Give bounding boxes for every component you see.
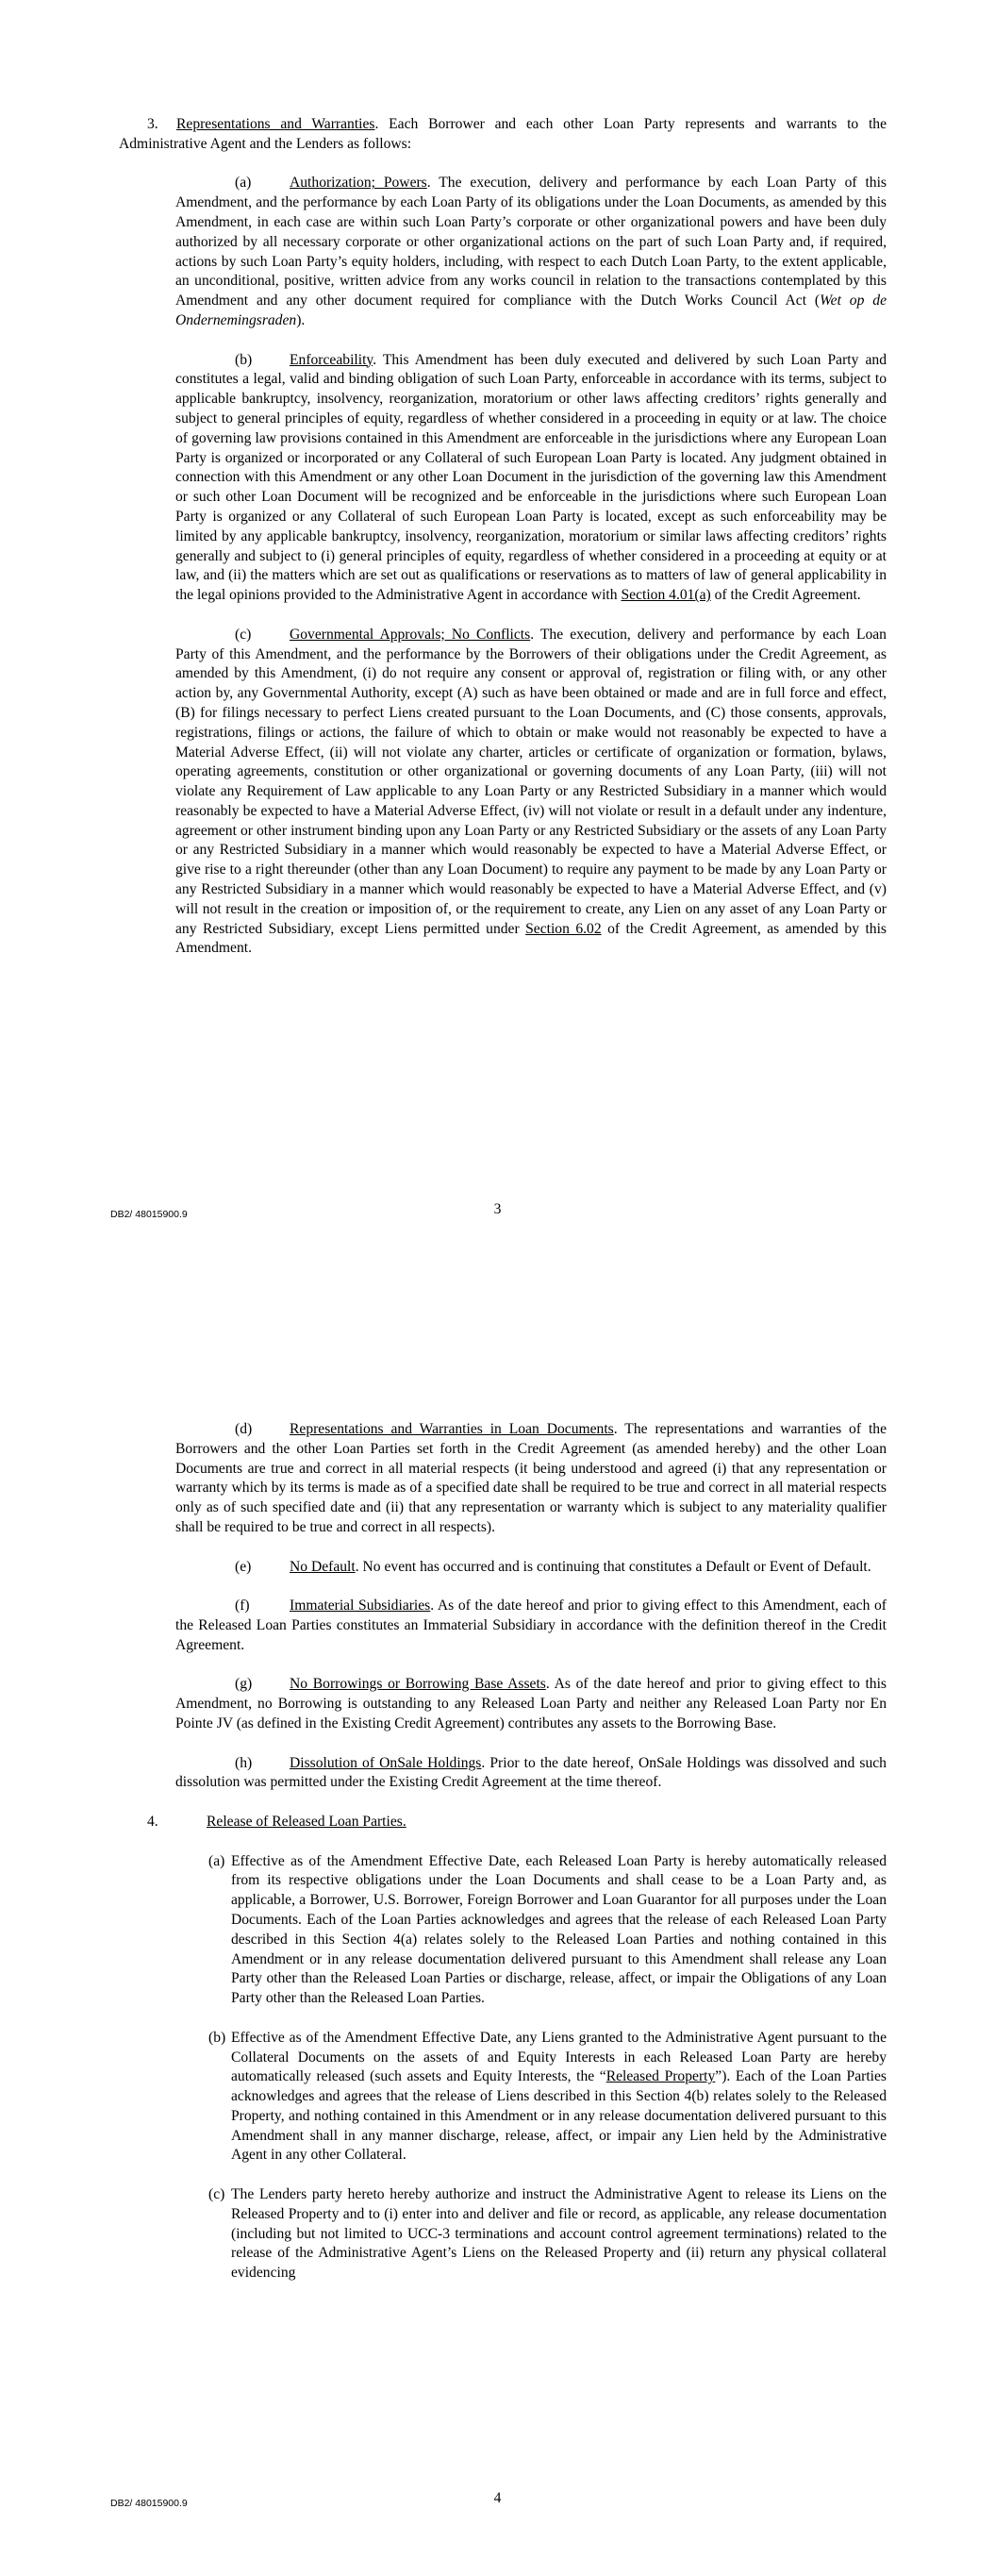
section-4a-text: Effective as of the Amendment Effective Date, each Released Loan Party is hereby automatically released from its respective obligations under the Loan Documents and shall cease to be a Loan Party and, as applicable, a Borrower, U.S. Borrower, Foreign Borrower and Loan Guarantor for all purposes under the Loan Documents. Each of the Loan Parties acknowledges and agrees that the release of each Released Loan Party described in this Section 4(a) relates solely to the Released Loan Parties and nothing contained in this Amendment or in any release documentation delivered pursuant to this Amendment shall release any Loan Party other than the Released Loan Parties or discharge, release, affect, or impair the Obligations of any Loan Party other than the Released Loan Parties. bbox=[231, 1852, 887, 2007]
section-3-number: 3. bbox=[147, 116, 158, 132]
page-4-document-id: DB2/ 48015900.9 bbox=[110, 2498, 188, 2509]
section-4c-text: The Lenders party hereto hereby authorize and instruct the Administrative Agent to release its Liens on the Released Property and to (i) enter into and deliver and file or record, as applicable, any release documentation (including but not limited to UCC-3 terminations and account control agreement terminations) related to the release of the Administrative Agent’s Liens on the Released Property and (ii) return any physical collateral evidencing bbox=[231, 2186, 887, 2282]
clause-a-text-end: ). bbox=[296, 311, 306, 328]
clause-c-text-end: of the Credit Agreement, as amended by this Amendment. bbox=[175, 920, 887, 957]
clause-h-text: . Prior to the date hereof, OnSale Holdings was dissolved and such dissolution was permitted under the Existing Credit Agreement at the time thereof. bbox=[175, 1754, 887, 1791]
section-4b-paragraph bbox=[208, 2029, 887, 2166]
page-4-body bbox=[119, 1420, 887, 2303]
section-4a-number: (a) bbox=[208, 1852, 225, 1869]
clause-f-text: . As of the date hereof and prior to giving effect to this Amendment, each of the Released Loan Parties constitutes an Immaterial Subsidiary in accordance with the definition thereof in the Credit Agreement. bbox=[175, 1597, 887, 1653]
clause-d-paragraph bbox=[119, 1420, 887, 1538]
clause-c-title: Governmental Approvals; No Conflicts bbox=[290, 626, 531, 643]
clause-h-paragraph bbox=[119, 1754, 887, 1794]
clause-g-text: . As of the date hereof and prior to giving effect to this Amendment, no Borrowing is outstanding to any Released Loan Party and neither any Released Loan Party nor En Pointe JV (as defined in the Existing Credit Agreement) contributes any assets to the Borrowing Base. bbox=[175, 1676, 887, 1731]
clause-f-title: Immaterial Subsidiaries bbox=[290, 1597, 431, 1614]
clause-d-number: (d) bbox=[235, 1421, 253, 1437]
clause-d-text: . The representations and warranties of the Borrowers and the other Loan Parties set forth in the Credit Agreement (as amended hereby) and the other Loan Documents are true and correct in all material respects (it being understood and agreed (i) that any representation or warranty which by its terms is made as of a specified date shall be required to be true and correct in all material respects only as of such specified date and (ii) that any representation or warranty which is subject to any materiality qualifier shall be required to be true and correct in all respects). bbox=[175, 1421, 887, 1535]
clause-e-text: . No event has occurred and is continuing that constitutes a Default or Event of Default. bbox=[355, 1558, 871, 1575]
clause-e-paragraph bbox=[119, 1558, 887, 1578]
clause-f-number: (f) bbox=[235, 1597, 250, 1614]
section-4-number: 4. bbox=[147, 1813, 158, 1830]
document-page-4 bbox=[0, 1288, 995, 2576]
section-4-heading bbox=[119, 1813, 887, 1832]
section-4b-text: Effective as of the Amendment Effective Date, any Liens granted to the Administrative Agent pursuant to the Collateral Documents on the assets of and Equity Interests in each Released Loan Party are hereby automatically released (such assets and Equity Interests, the “ bbox=[231, 2029, 887, 2085]
clause-a-italic-term: Wet op de Ondernemingsraden bbox=[175, 293, 887, 328]
clause-g-paragraph bbox=[119, 1675, 887, 1733]
clause-e-title: No Default bbox=[290, 1558, 356, 1575]
clause-b-text-end: of the Credit Agreement. bbox=[710, 587, 861, 604]
clause-h-number: (h) bbox=[235, 1754, 253, 1771]
clause-c-section-reference: Section 6.02 bbox=[525, 920, 602, 937]
clause-b-title: Enforceability bbox=[290, 351, 373, 368]
clause-c-paragraph bbox=[119, 626, 887, 960]
clause-a-number: (a) bbox=[235, 175, 252, 192]
clause-g-number: (g) bbox=[235, 1676, 253, 1693]
clause-b-text: . This Amendment has been duly executed and delivered by such Loan Party and constitutes a legal, valid and binding obligation of such Loan Party, enforceable in accordance with its terms, subject to applicable bankruptcy, insolvency, reorganization, moratorium or other laws affecting creditors’ rights generally and subject to general principles of equity, regardless of whether considered in a proceeding in equity or at law. The choice of governing law provisions contained in this Amendment are enforceable in the jurisdictions where any European Loan Party is organized or incorporated or any Collateral of such European Loan Party is located. Any judgment obtained in connection with this Amendment or any other Loan Document in the jurisdiction of the governing law this Amendment or such other Loan Document will be recognized and be enforceable in the jurisdictions where such European Loan Party is organized or any Collateral of such European Loan Party is located, except as such enforceability may be limited by any applicable bankruptcy, insolvency, reorganization, moratorium or similar laws affecting creditors’ rights generally and subject to (i) general principles of equity, regardless of whether considered in a proceeding at equity or at law, and (ii) the matters which are set out as qualifications or reservations as to matters of law of general applicability in the legal opinions provided to the Administrative Agent in accordance with bbox=[175, 351, 887, 604]
page-3-document-id: DB2/ 48015900.9 bbox=[110, 1209, 188, 1220]
clause-b-paragraph bbox=[119, 351, 887, 606]
clause-g-title: No Borrowings or Borrowing Base Assets bbox=[290, 1676, 546, 1693]
section-3-paragraph bbox=[119, 115, 887, 155]
page-3-body bbox=[119, 115, 887, 979]
section-4a-paragraph bbox=[208, 1852, 887, 2009]
clause-e-number: (e) bbox=[235, 1558, 252, 1575]
page-3-number: 3 bbox=[493, 1201, 502, 1217]
section-4c-paragraph bbox=[208, 2185, 887, 2283]
clause-c-text: . The execution, delivery and performance by each Loan Party of this Amendment, and the performance by the Borrowers of their obligations under the Credit Agreement, as amended by this Amendment, (i) do not require any consent or approval of, registration or filing with, or any other action by, any Governmental Authority, except (A) such as have been obtained or made and are in full force and effect, (B) for filings necessary to perfect Liens created pursuant to the Loan Documents, and (C) those consents, approvals, registrations, filings or actions, the failure of which to obtain or make would not reasonably be expected to have a Material Adverse Effect, (ii) will not violate any charter, articles or certificate of organization or formation, bylaws, operating agreements, constitution or other organizational or governing documents of any Loan Party, (iii) will not violate any Requirement of Law applicable to any Loan Party or any Restricted Subsidiary in a manner which would reasonably be expected to have a Material Adverse Effect, (iv) will not violate or result in a default under any indenture, agreement or other instrument binding upon any Loan Party or any Restricted Subsidiary or the assets of any Loan Party or any Restricted Subsidiary in a manner which would reasonably be expected to have a Material Adverse Effect, or give rise to a right thereunder (other than any Loan Document) to require any payment to be made by any Loan Party or any Restricted Subsidiary in a manner which would reasonably be expected to have a Material Adverse Effect, and (v) will not result in the creation or imposition of, or the requirement to create, any Lien on any asset of any Loan Party or any Restricted Subsidiary, except Liens permitted under bbox=[175, 626, 887, 937]
clause-f-paragraph bbox=[119, 1597, 887, 1655]
section-4b-defined-term: Released Property bbox=[605, 2068, 716, 2085]
clause-d-title: Representations and Warranties in Loan Documents bbox=[290, 1421, 614, 1437]
clause-b-number: (b) bbox=[235, 351, 253, 368]
section-3-text: . Each Borrower and each other Loan Party represents and warrants to the Administrative Agent and the Lenders as follows: bbox=[119, 116, 887, 152]
page-4-number: 4 bbox=[493, 2490, 502, 2506]
clause-h-title: Dissolution of OnSale Holdings bbox=[290, 1754, 482, 1771]
clause-a-paragraph bbox=[119, 174, 887, 330]
clause-a-title: Authorization; Powers bbox=[290, 175, 427, 192]
section-3-title: Representations and Warranties bbox=[176, 116, 375, 132]
section-4c-number: (c) bbox=[208, 2186, 225, 2203]
section-4b-text-end: ”). Each of the Loan Parties acknowledges and agrees that the release of Liens described in this Section 4(b) relates solely to the Released Property, and nothing contained in this Amendment or in any release documentation delivered pursuant to this Amendment shall in any manner discharge, release, affect, or impair any Lien held by the Administrative Agent in any other Collateral. bbox=[231, 2068, 887, 2164]
clause-c-number: (c) bbox=[235, 626, 252, 643]
clause-b-section-reference: Section 4.01(a) bbox=[621, 587, 711, 604]
section-4b-number: (b) bbox=[208, 2029, 226, 2046]
section-4-title: Release of Released Loan Parties. bbox=[207, 1813, 406, 1830]
clause-a-text: . The execution, delivery and performance by each Loan Party of this Amendment, and the performance by each Loan Party of its obligations under the Loan Documents, as amended by this Amendment, in each case are within such Loan Party’s corporate or other organizational powers and have been duly authorized by all necessary corporate or other organizational actions on the part of such Loan Party and, if required, actions by such Loan Party’s equity holders, including, with respect to each Dutch Loan Party, to the extent applicable, an unconditional, positive, written advice from any works council in relation to the transactions contemplated by this Amendment and any other document required for compliance with the Dutch Works Council Act ( bbox=[175, 175, 887, 309]
